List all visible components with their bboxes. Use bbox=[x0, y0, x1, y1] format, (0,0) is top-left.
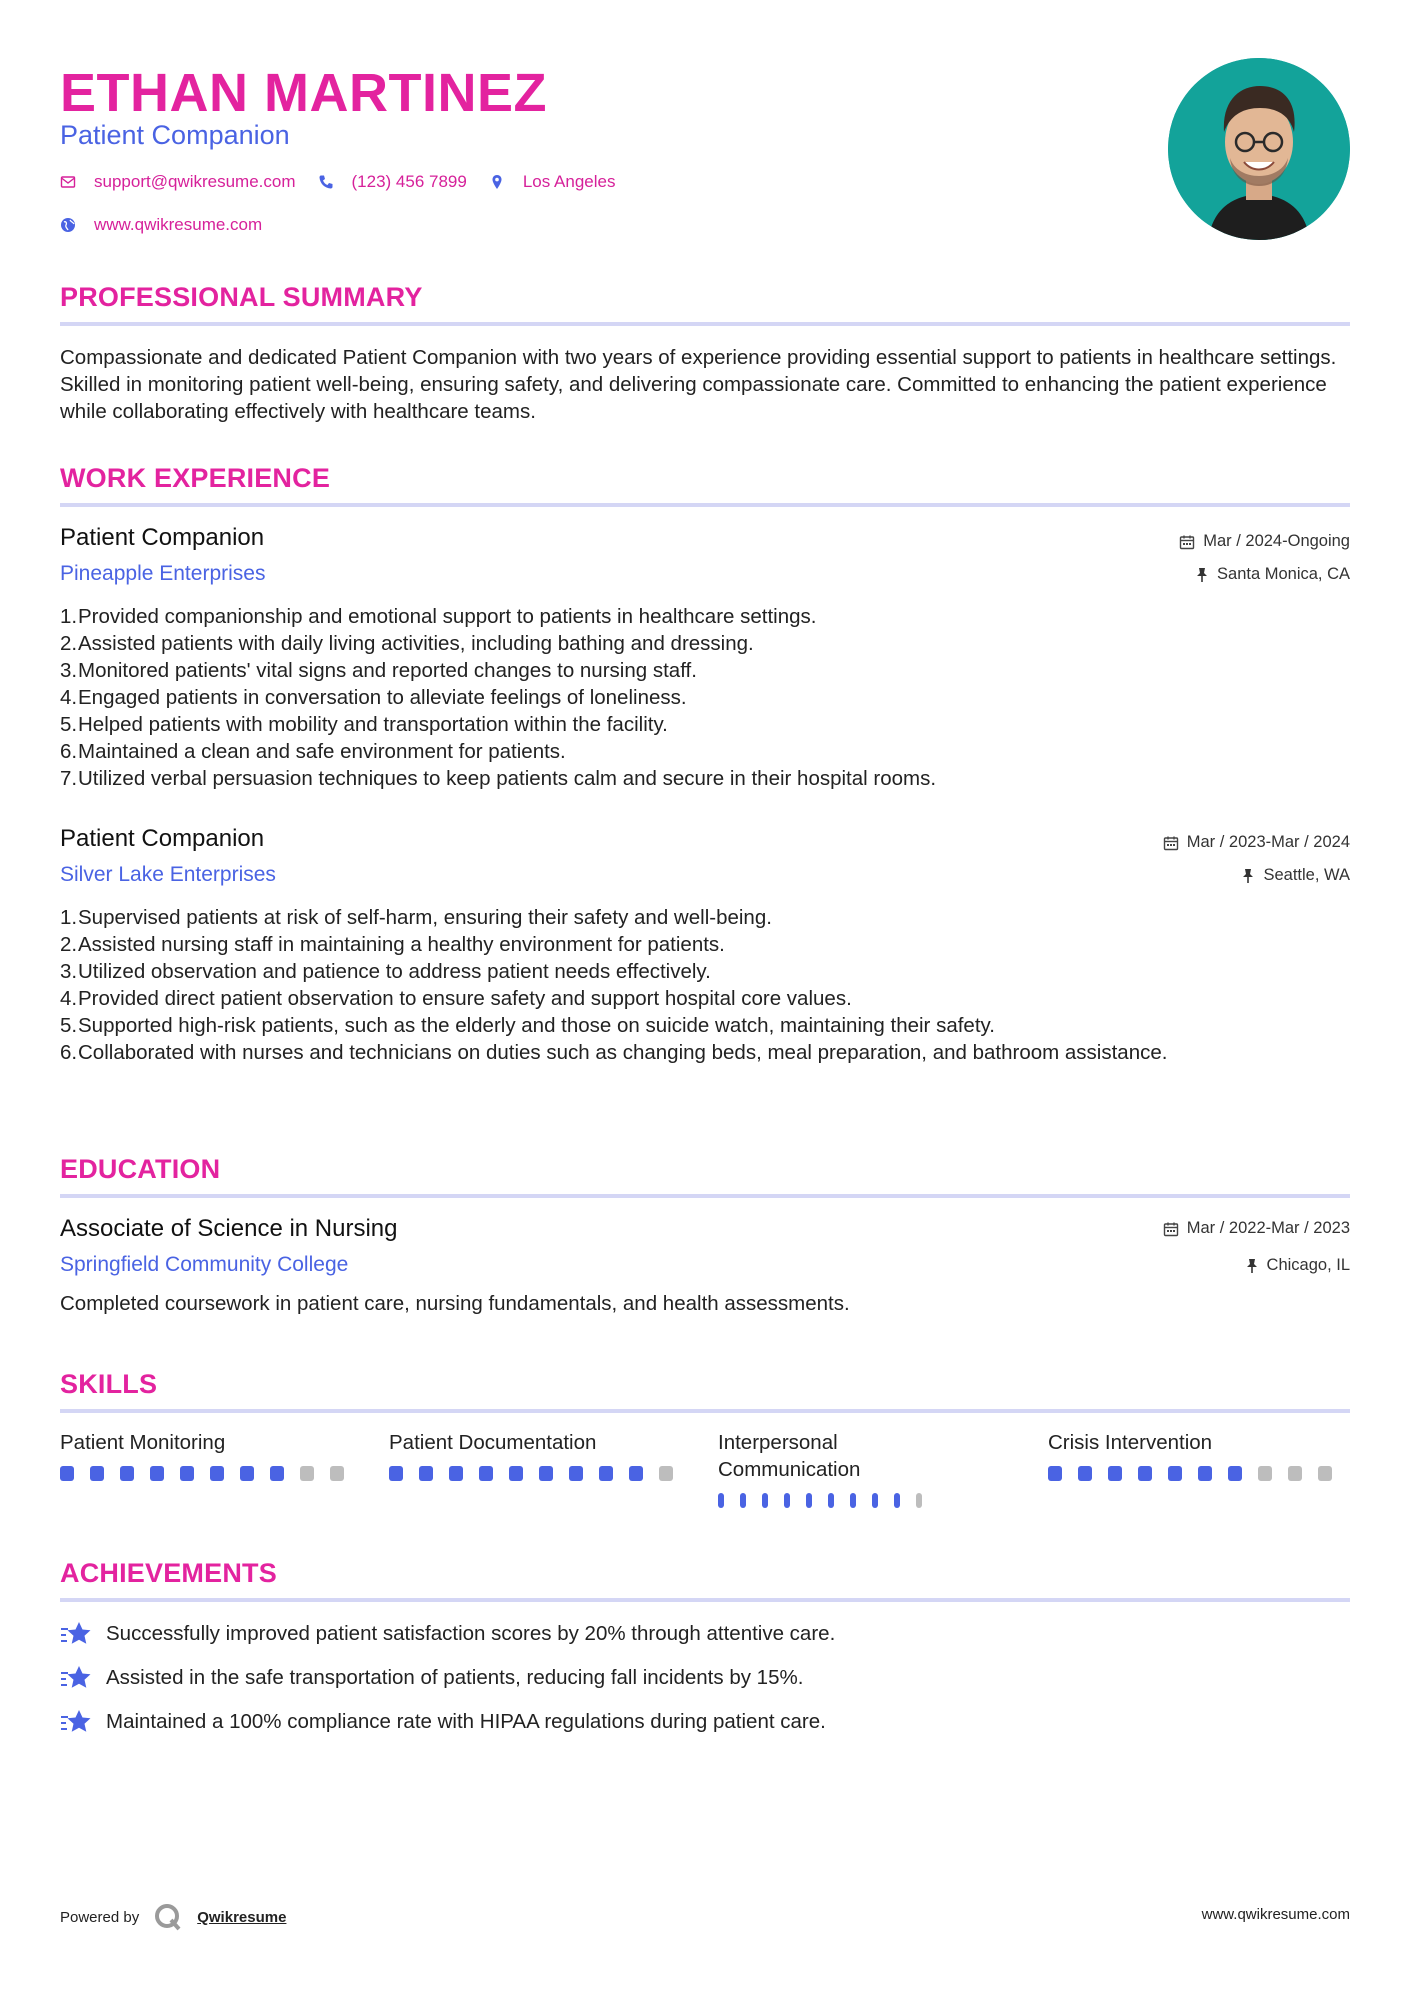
star-icon bbox=[60, 1708, 92, 1736]
job-location-text: Seattle, WA bbox=[1263, 866, 1350, 884]
skill-dot-empty bbox=[1318, 1466, 1332, 1481]
skill-dot-filled bbox=[762, 1493, 768, 1508]
job-date-text: Mar / 2023-Mar / 2024 bbox=[1186, 833, 1350, 851]
job-title: Patient Companion bbox=[60, 524, 265, 551]
list-item: 1. Provided companionship and emotional support to patients in healthcare settings. bbox=[60, 605, 817, 628]
summary-text: Compassionate and dedicated Patient Companion with two years of experience providing essential support to patients in healthcare settings. Skilled in monitoring patient well-being, ensuring safety, and delivering compassionate care. Committed to enhancing the patient experience while collaborating effectively with healthcare teams. bbox=[60, 346, 1337, 423]
job-location bbox=[1241, 866, 1350, 885]
contact-row-web bbox=[60, 215, 284, 235]
list-item: 5. Helped patients with mobility and transportation within the facility. bbox=[60, 713, 668, 736]
list-item: 7. Utilized verbal persuasion techniques to keep patients calm and secure in their hospital rooms. bbox=[60, 767, 937, 790]
list-item: 4. Engaged patients in conversation to alleviate feelings of loneliness. bbox=[60, 686, 687, 709]
skill-dot-filled bbox=[60, 1466, 74, 1481]
skill-dot-filled bbox=[718, 1493, 724, 1508]
list-item: 6. Maintained a clean and safe environment for patients. bbox=[60, 740, 566, 763]
job-date-text: Mar / 2024-Ongoing bbox=[1203, 532, 1350, 550]
skill-name: Patient Monitoring bbox=[60, 1431, 226, 1454]
skill-dot-filled bbox=[539, 1466, 553, 1481]
education-location-text: Chicago, IL bbox=[1266, 1256, 1350, 1274]
skill-dot-filled bbox=[1168, 1466, 1182, 1481]
list-item: 2. Assisted patients with daily living activities, including bathing and dressing. bbox=[60, 632, 754, 655]
skill-dot-filled bbox=[1078, 1466, 1092, 1481]
skill-item bbox=[1048, 1429, 1348, 1481]
contact-location bbox=[489, 172, 616, 192]
skill-rating bbox=[718, 1493, 938, 1508]
skill-dot-filled bbox=[1228, 1466, 1242, 1481]
achievement-text: Assisted in the safe transportation of patients, reducing fall incidents by 15%. bbox=[106, 1666, 804, 1689]
summary-title: PROFESSIONAL SUMMARY bbox=[60, 282, 423, 312]
skill-dot-empty bbox=[916, 1493, 922, 1508]
skill-rating bbox=[60, 1466, 360, 1481]
skill-dot-empty bbox=[300, 1466, 314, 1481]
job-bullets bbox=[60, 603, 1310, 792]
school-name: Springfield Community College bbox=[60, 1253, 349, 1276]
skill-rating bbox=[389, 1466, 689, 1481]
skill-item bbox=[389, 1429, 689, 1481]
achievement-item bbox=[60, 1664, 803, 1692]
skill-dot-filled bbox=[894, 1493, 900, 1508]
skill-dot-filled bbox=[629, 1466, 643, 1481]
achievement-item bbox=[60, 1620, 835, 1648]
qwikresume-logo-icon bbox=[153, 1902, 183, 1932]
skill-item bbox=[60, 1429, 360, 1481]
phone-icon bbox=[318, 174, 334, 190]
footer-website[interactable]: www.qwikresume.com bbox=[1201, 1906, 1350, 1923]
skill-dot-filled bbox=[240, 1466, 254, 1481]
skill-dot-empty bbox=[330, 1466, 344, 1481]
list-item: 4. Provided direct patient observation to ensure safety and support hospital core values. bbox=[60, 987, 852, 1010]
skills-title: SKILLS bbox=[60, 1369, 158, 1399]
section-divider bbox=[60, 503, 1350, 507]
footer-powered-by bbox=[60, 1902, 286, 1932]
skill-dot-filled bbox=[419, 1466, 433, 1481]
powered-by-text: Powered by bbox=[60, 1908, 140, 1926]
avatar bbox=[1168, 58, 1350, 240]
list-item: 5. Supported high-risk patients, such as the elderly and those on suicide watch, maintaining their safety. bbox=[60, 1014, 995, 1037]
skill-item bbox=[718, 1429, 938, 1508]
map-marker-icon bbox=[489, 174, 505, 190]
job-location bbox=[1195, 565, 1350, 584]
job-location-text: Santa Monica, CA bbox=[1217, 565, 1350, 583]
skill-dot-filled bbox=[1198, 1466, 1212, 1481]
section-divider bbox=[60, 1409, 1350, 1413]
brand-link[interactable]: Qwikresume bbox=[197, 1908, 287, 1926]
contact-website[interactable] bbox=[60, 215, 262, 235]
skill-dot-filled bbox=[210, 1466, 224, 1481]
skill-dot-filled bbox=[509, 1466, 523, 1481]
phone-text: (123) 456 7899 bbox=[351, 172, 467, 191]
website-text: www.qwikresume.com bbox=[94, 215, 263, 234]
job-company: Pineapple Enterprises bbox=[60, 562, 266, 585]
skill-dot-filled bbox=[1138, 1466, 1152, 1481]
skill-dot-filled bbox=[479, 1466, 493, 1481]
skill-dot-filled bbox=[449, 1466, 463, 1481]
contact-row bbox=[60, 172, 637, 192]
job-company: Silver Lake Enterprises bbox=[60, 863, 276, 886]
profile-photo bbox=[1168, 58, 1350, 240]
contact-phone[interactable] bbox=[318, 172, 467, 192]
skill-dot-filled bbox=[599, 1466, 613, 1481]
candidate-name: ETHAN MARTINEZ bbox=[60, 63, 547, 123]
skill-dot-filled bbox=[828, 1493, 834, 1508]
candidate-role: Patient Companion bbox=[60, 120, 290, 150]
envelope-icon bbox=[60, 174, 76, 190]
skill-dot-filled bbox=[1108, 1466, 1122, 1481]
section-divider bbox=[60, 322, 1350, 326]
skill-dot-filled bbox=[806, 1493, 812, 1508]
skill-dot-filled bbox=[270, 1466, 284, 1481]
pushpin-icon bbox=[1195, 567, 1209, 583]
job-date bbox=[1163, 833, 1350, 852]
skill-dot-empty bbox=[659, 1466, 673, 1481]
job-title: Patient Companion bbox=[60, 825, 265, 852]
location-text: Los Angeles bbox=[522, 172, 616, 191]
job-date bbox=[1179, 532, 1350, 551]
education-date-text: Mar / 2022-Mar / 2023 bbox=[1186, 1219, 1350, 1237]
skill-dot-filled bbox=[784, 1493, 790, 1508]
achievement-item bbox=[60, 1708, 826, 1736]
calendar-icon bbox=[1163, 1221, 1179, 1237]
skill-dot-filled bbox=[180, 1466, 194, 1481]
skill-dot-filled bbox=[120, 1466, 134, 1481]
education-location bbox=[1245, 1256, 1350, 1275]
skill-dot-filled bbox=[90, 1466, 104, 1481]
skill-name: Crisis Intervention bbox=[1048, 1431, 1213, 1454]
degree-title: Associate of Science in Nursing bbox=[60, 1215, 398, 1242]
star-icon bbox=[60, 1620, 92, 1648]
experience-title: WORK EXPERIENCE bbox=[60, 463, 331, 493]
achievements-title: ACHIEVEMENTS bbox=[60, 1558, 277, 1588]
pushpin-icon bbox=[1241, 868, 1255, 884]
skill-dot-empty bbox=[1258, 1466, 1272, 1481]
resume-page bbox=[60, 0, 1350, 1990]
email-text: support@qwikresume.com bbox=[94, 172, 296, 191]
skill-dot-filled bbox=[389, 1466, 403, 1481]
skill-name: Interpersonal Communication bbox=[718, 1431, 861, 1481]
education-date bbox=[1163, 1219, 1350, 1238]
skill-dot-empty bbox=[1288, 1466, 1302, 1481]
achievement-text: Successfully improved patient satisfaction scores by 20% through attentive care. bbox=[106, 1622, 836, 1645]
achievement-text: Maintained a 100% compliance rate with HIPAA regulations during patient care. bbox=[106, 1710, 826, 1733]
skill-dot-filled bbox=[1048, 1466, 1062, 1481]
education-title: EDUCATION bbox=[60, 1154, 221, 1184]
skill-dot-filled bbox=[150, 1466, 164, 1481]
job-bullets bbox=[60, 904, 1310, 1066]
list-item: 1. Supervised patients at risk of self-harm, ensuring their safety and well-being. bbox=[60, 906, 772, 929]
skill-name: Patient Documentation bbox=[389, 1431, 597, 1454]
pushpin-icon bbox=[1245, 1258, 1259, 1274]
list-item: 6. Collaborated with nurses and technicians on duties such as changing beds, meal preparation, and bathroom assistance. bbox=[60, 1041, 1168, 1064]
calendar-icon bbox=[1163, 835, 1179, 851]
star-icon bbox=[60, 1664, 92, 1692]
calendar-icon bbox=[1179, 534, 1195, 550]
section-divider bbox=[60, 1194, 1350, 1198]
section-divider bbox=[60, 1598, 1350, 1602]
skill-dot-filled bbox=[740, 1493, 746, 1508]
list-item: 3. Monitored patients' vital signs and reported changes to nursing staff. bbox=[60, 659, 697, 682]
education-text: Completed coursework in patient care, nursing fundamentals, and health assessments. bbox=[60, 1292, 850, 1315]
contact-email[interactable] bbox=[60, 172, 296, 192]
skill-dot-filled bbox=[872, 1493, 878, 1508]
skill-dot-filled bbox=[569, 1466, 583, 1481]
skill-dot-filled bbox=[850, 1493, 856, 1508]
list-item: 2. Assisted nursing staff in maintaining a healthy environment for patients. bbox=[60, 933, 725, 956]
list-item: 3. Utilized observation and patience to address patient needs effectively. bbox=[60, 960, 711, 983]
globe-icon bbox=[60, 217, 76, 233]
skill-rating bbox=[1048, 1466, 1348, 1481]
